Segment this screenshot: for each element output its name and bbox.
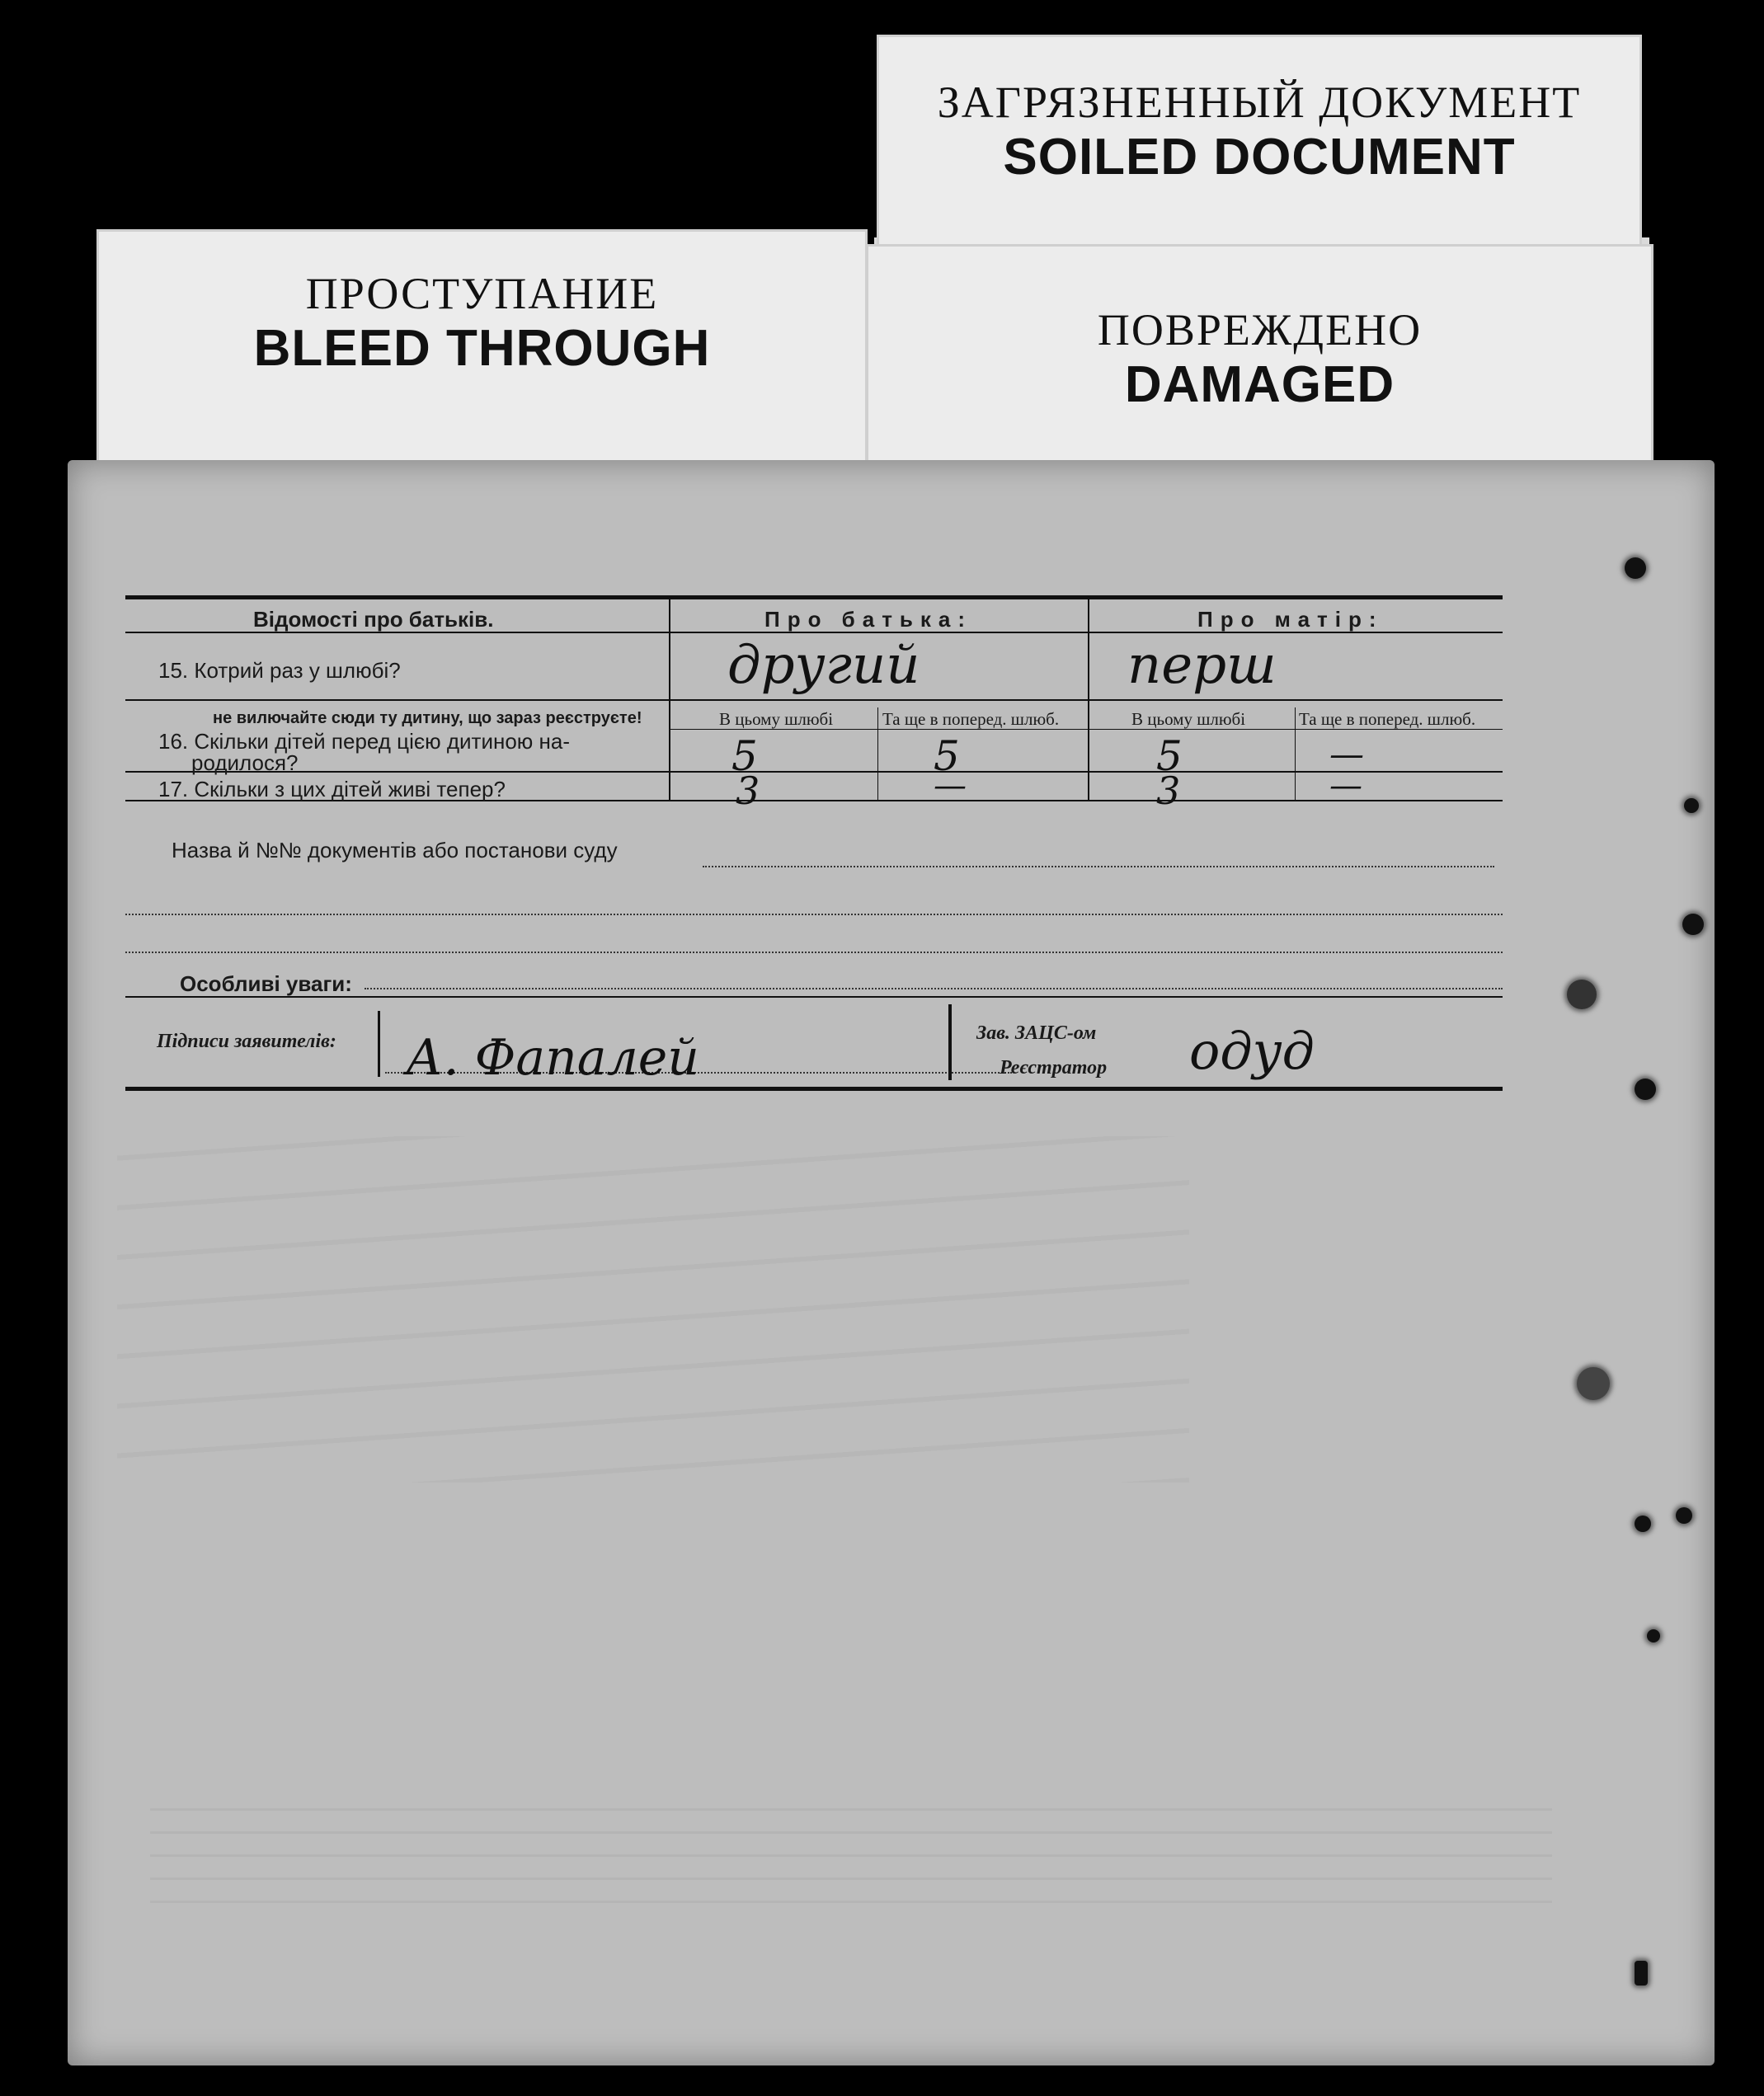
remarks-label: Особливі уваги: [180,971,352,996]
question-16-note: не вилючайте сюди ту дитину, що зараз реєструєте! [213,709,642,727]
father-alive-prev: — [934,767,967,805]
soiled-document-card [877,35,1642,257]
soiled-en-label: SOILED DOCUMENT [1003,129,1516,186]
col-divider-1 [669,597,670,800]
question-16-line2: родилося? [191,750,299,775]
father-children-this: 5 [731,732,758,780]
documents-line-3 [125,952,1503,953]
registrar-bracket [948,1004,952,1080]
bleed-through-card [96,229,868,477]
row15-bottom-rule [125,699,1503,701]
damaged-ru-label: ПОВРЕЖДЕНО [1097,305,1423,355]
damaged-en-label: DAMAGED [1124,356,1395,413]
bleed-en-label: BLEED THROUGH [253,320,711,377]
question-17: 17. Скільки з цих дітей живі тепер? [158,777,506,801]
bleed-ru-label: ПРОСТУПАНИЕ [305,269,659,318]
question-15: 15. Котрий раз у шлюбі? [158,658,401,683]
mother-children-this: 5 [1156,732,1183,780]
punch-hole [1647,1629,1660,1642]
mother-alive-this: 3 [1156,768,1181,813]
punch-hole [1567,980,1597,1009]
documents-line-2 [125,914,1503,915]
question-16-line1: 16. Скільки дітей перед цією дитиною на- [158,729,570,754]
col-divider-2 [1088,597,1089,800]
documents-line [703,866,1494,867]
registrar-label: Реєстратор [1000,1057,1108,1079]
applicant-signature: А. Фапалей [406,1029,699,1087]
col-divider-3 [877,707,878,800]
col-header-info: Відомості про батьків. [253,607,494,632]
head-zags-label: Зав. ЗАЦС-ом [976,1022,1097,1044]
punch-hole [1682,914,1704,935]
documents-label: Назва й №№ документів або постанови суду [172,838,618,862]
sub-header-mother-this: В цьому шлюбі [1131,709,1246,729]
row16-bottom-rule [125,771,1503,773]
bleed-through-texture [117,1136,1189,1483]
sub-header-father-prev: Та ще в поперед. шлюб. [882,709,1060,729]
punch-hole [1635,1079,1656,1100]
mother-children-prev: — [1329,734,1364,774]
signatures-label: Підписи заявителів: [157,1031,336,1052]
signature-bracket [378,1011,380,1077]
punch-hole [1577,1367,1610,1400]
registrar-signature: одуд [1189,1021,1315,1081]
col-header-mother: Про матір: [1197,607,1384,632]
table-top-rule [125,595,1503,599]
table-bottom-rule [125,1087,1503,1091]
col-divider-4 [1295,707,1296,800]
punch-hole [1625,557,1646,579]
father-children-prev: 5 [934,732,960,780]
father-alive-this: 3 [736,768,760,813]
mother-marriage-handwriting: перш [1127,635,1277,696]
damaged-card [866,244,1653,477]
sub-header-father-this: В цьому шлюбі [719,709,834,729]
bleed-through-texture-lower [150,1796,1552,1903]
document-sheet [68,460,1715,2065]
father-marriage-handwriting: другий [727,635,920,696]
punch-hole [1635,1516,1651,1532]
soiled-ru-label: ЗАГРЯЗНЕННЫЙ ДОКУМЕНТ [937,78,1582,127]
punch-hole [1635,1961,1648,1986]
mother-alive-prev: — [1329,767,1362,805]
col-header-father: Про батька: [764,607,973,632]
punch-hole [1676,1507,1692,1524]
punch-hole [1684,798,1699,813]
remarks-line [365,988,1503,989]
sub-header-mother-prev: Та ще в поперед. шлюб. [1299,709,1476,729]
